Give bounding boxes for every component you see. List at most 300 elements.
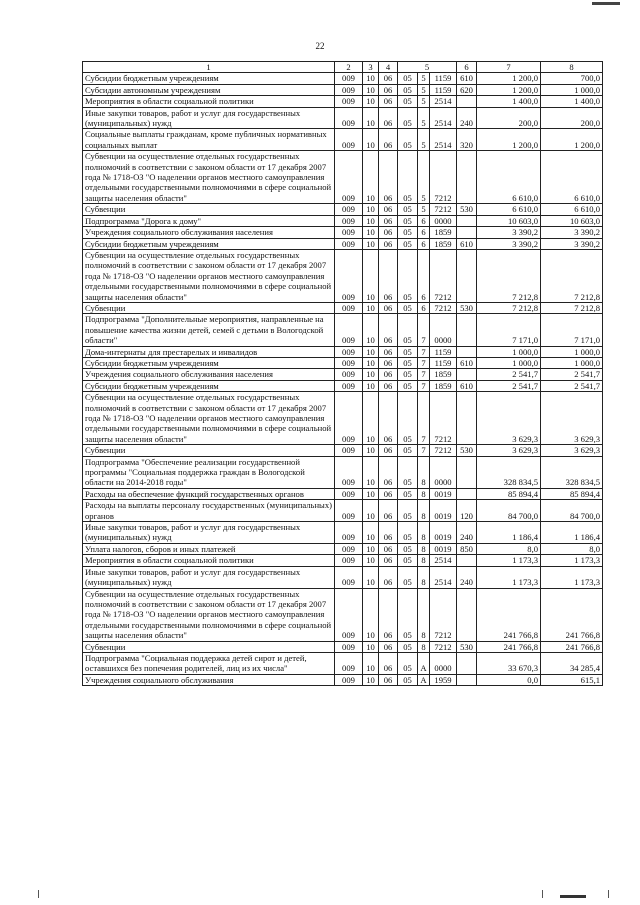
scan-mark-top (592, 2, 620, 5)
amount-year-1: 241 766,8 (477, 641, 541, 652)
row-name: Иные закупки товаров, работ и услуг для государственных (муниципальных) нужд (83, 522, 335, 544)
table-row (83, 588, 603, 641)
header-cell: 6 (457, 62, 477, 73)
section-code: 10 (363, 392, 379, 445)
expense-type-code (457, 456, 477, 488)
subprogram-code: 8 (418, 566, 430, 588)
amount-year-2: 85 894,4 (541, 488, 603, 499)
ministry-code: 009 (335, 566, 363, 588)
amount-year-2: 1 000,0 (541, 357, 603, 368)
row-name: Субвенции на осуществление отдельных государственных полномочий в соответствии с законом области от 17 декабря 2007 года № 1718-ОЗ "О наделении органов местного самоуправления отдельными государственными полномочиями в сфере социальной защиты населения области" (83, 249, 335, 302)
amount-year-1: 85 894,4 (477, 488, 541, 499)
header-cell: 4 (379, 62, 398, 73)
article-code: 7212 (430, 392, 457, 445)
ministry-code: 009 (335, 369, 363, 380)
table-row (83, 107, 603, 129)
table-row (83, 302, 603, 313)
amount-year-1: 1 173,3 (477, 555, 541, 566)
subprogram-code: 6 (418, 249, 430, 302)
section-code: 10 (363, 151, 379, 204)
program-code: 05 (398, 522, 418, 544)
row-name: Уплата налогов, сборов и иных платежей (83, 543, 335, 554)
amount-year-2: 3 629,3 (541, 392, 603, 445)
ministry-code: 009 (335, 392, 363, 445)
article-code: 1859 (430, 227, 457, 238)
program-code: 05 (398, 543, 418, 554)
subprogram-code: 8 (418, 456, 430, 488)
article-code: 2514 (430, 566, 457, 588)
amount-year-2: 1 000,0 (541, 346, 603, 357)
expense-type-code (457, 249, 477, 302)
amount-year-2: 3 390,2 (541, 227, 603, 238)
ministry-code: 009 (335, 107, 363, 129)
table-row (83, 238, 603, 249)
subprogram-code: 6 (418, 238, 430, 249)
ministry-code: 009 (335, 129, 363, 151)
row-name: Субвенции на осуществление отдельных государственных полномочий в соответствии с законом области от 17 декабря 2007 года № 1718-ОЗ "О наделении органов местного самоуправления отдельными государственными полномочиями в сфере социальной защиты населения области" (83, 151, 335, 204)
expense-type-code (457, 227, 477, 238)
table-row (83, 674, 603, 685)
table-row (83, 445, 603, 456)
subprogram-code: 8 (418, 588, 430, 641)
amount-year-1: 7 171,0 (477, 314, 541, 346)
amount-year-1: 1 200,0 (477, 73, 541, 84)
row-name: Подпрограмма "Социальная поддержка детей сирот и детей, оставшихся без попечения родителей, лиц из их числа" (83, 652, 335, 674)
expense-type-code: 120 (457, 500, 477, 522)
expense-type-code: 610 (457, 73, 477, 84)
ministry-code: 009 (335, 588, 363, 641)
amount-year-2: 6 610,0 (541, 204, 603, 215)
amount-year-2: 7 212,8 (541, 249, 603, 302)
program-code: 05 (398, 215, 418, 226)
subprogram-code: 5 (418, 84, 430, 95)
amount-year-2: 84 700,0 (541, 500, 603, 522)
amount-year-1: 200,0 (477, 107, 541, 129)
amount-year-2: 328 834,5 (541, 456, 603, 488)
article-code: 1159 (430, 84, 457, 95)
amount-year-2: 8,0 (541, 543, 603, 554)
expense-type-code: 240 (457, 566, 477, 588)
subprogram-code: 5 (418, 129, 430, 151)
program-code: 05 (398, 566, 418, 588)
article-code: 1159 (430, 73, 457, 84)
ministry-code: 009 (335, 445, 363, 456)
section-code: 10 (363, 227, 379, 238)
ministry-code: 009 (335, 522, 363, 544)
program-code: 05 (398, 588, 418, 641)
program-code: 05 (398, 488, 418, 499)
subsection-code: 06 (379, 151, 398, 204)
table-row (83, 346, 603, 357)
header-cell: 8 (541, 62, 603, 73)
subprogram-code: 6 (418, 302, 430, 313)
subprogram-code: 6 (418, 215, 430, 226)
scan-mark-bottom (560, 895, 586, 898)
amount-year-1: 3 629,3 (477, 445, 541, 456)
ministry-code: 009 (335, 641, 363, 652)
article-code: 0019 (430, 543, 457, 554)
row-name: Субсидии бюджетным учреждениям (83, 238, 335, 249)
subsection-code: 06 (379, 522, 398, 544)
amount-year-2: 1 173,3 (541, 555, 603, 566)
article-code: 0000 (430, 652, 457, 674)
row-name: Подпрограмма "Обеспечение реализации государственной программы "Социальная поддержка граждан в Вологодской области на 2014-2018 годы" (83, 456, 335, 488)
program-code: 05 (398, 357, 418, 368)
subsection-code: 06 (379, 488, 398, 499)
article-code: 7212 (430, 249, 457, 302)
program-code: 05 (398, 445, 418, 456)
amount-year-2: 6 610,0 (541, 151, 603, 204)
subprogram-code: 5 (418, 204, 430, 215)
subprogram-code: 7 (418, 369, 430, 380)
program-code: 05 (398, 204, 418, 215)
article-code: 0000 (430, 314, 457, 346)
scan-tick (608, 890, 609, 898)
subprogram-code: 7 (418, 380, 430, 391)
program-code: 05 (398, 369, 418, 380)
amount-year-1: 1 000,0 (477, 357, 541, 368)
program-code: 05 (398, 96, 418, 107)
ministry-code: 009 (335, 84, 363, 95)
ministry-code: 009 (335, 357, 363, 368)
section-code: 10 (363, 302, 379, 313)
ministry-code: 009 (335, 227, 363, 238)
section-code: 10 (363, 445, 379, 456)
ministry-code: 009 (335, 215, 363, 226)
table-row (83, 73, 603, 84)
subsection-code: 06 (379, 215, 398, 226)
amount-year-1: 1 000,0 (477, 346, 541, 357)
program-code: 05 (398, 555, 418, 566)
amount-year-1: 6 610,0 (477, 151, 541, 204)
row-name: Субвенции на осуществление отдельных государственных полномочий в соответствии с законом области от 17 декабря 2007 года № 1718-ОЗ "О наделении органов местного самоуправления отдельными государственными полномочиями в сфере социальной защиты населения области" (83, 392, 335, 445)
subprogram-code: 7 (418, 392, 430, 445)
section-code: 10 (363, 488, 379, 499)
amount-year-1: 0,0 (477, 674, 541, 685)
row-name: Учреждения социального обслуживания населения (83, 369, 335, 380)
subprogram-code: 8 (418, 641, 430, 652)
program-code: 05 (398, 249, 418, 302)
row-name: Субсидии бюджетным учреждениям (83, 73, 335, 84)
table-row (83, 392, 603, 445)
row-name: Социальные выплаты гражданам, кроме публичных нормативных социальных выплат (83, 129, 335, 151)
subprogram-code: 5 (418, 107, 430, 129)
program-code: 05 (398, 346, 418, 357)
article-code: 2514 (430, 96, 457, 107)
subsection-code: 06 (379, 456, 398, 488)
row-name: Субвенции (83, 445, 335, 456)
amount-year-2: 3 390,2 (541, 238, 603, 249)
section-code: 10 (363, 588, 379, 641)
ministry-code: 009 (335, 204, 363, 215)
amount-year-1: 2 541,7 (477, 380, 541, 391)
subsection-code: 06 (379, 357, 398, 368)
table-row (83, 204, 603, 215)
subprogram-code: 5 (418, 96, 430, 107)
table-row (83, 151, 603, 204)
table-row (83, 566, 603, 588)
ministry-code: 009 (335, 488, 363, 499)
article-code: 0000 (430, 456, 457, 488)
row-name: Субсидии бюджетным учреждениям (83, 380, 335, 391)
table-body (83, 73, 603, 686)
article-code: 1159 (430, 357, 457, 368)
table-row (83, 249, 603, 302)
amount-year-1: 1 200,0 (477, 129, 541, 151)
ministry-code: 009 (335, 238, 363, 249)
row-name: Иные закупки товаров, работ и услуг для государственных (муниципальных) нужд (83, 566, 335, 588)
row-name: Субвенции на осуществление отдельных государственных полномочий в соответствии с законом области от 17 декабря 2007 года № 1718-ОЗ "О наделении органов местного самоуправления отдельными государственными полномочиями в сфере социальной защиты населения области" (83, 588, 335, 641)
scan-tick (38, 890, 39, 898)
subsection-code: 06 (379, 346, 398, 357)
header-cell: 1 (83, 62, 335, 73)
expense-type-code (457, 369, 477, 380)
subsection-code: 06 (379, 392, 398, 445)
ministry-code: 009 (335, 652, 363, 674)
expense-type-code: 320 (457, 129, 477, 151)
section-code: 10 (363, 369, 379, 380)
table-row (83, 84, 603, 95)
program-code: 05 (398, 456, 418, 488)
program-code: 05 (398, 151, 418, 204)
amount-year-2: 700,0 (541, 73, 603, 84)
table-row (83, 543, 603, 554)
row-name: Расходы на выплаты персоналу государственных (муниципальных) органов (83, 500, 335, 522)
subsection-code: 06 (379, 302, 398, 313)
expense-type-code (457, 215, 477, 226)
header-cell: 7 (477, 62, 541, 73)
section-code: 10 (363, 204, 379, 215)
expense-type-code: 530 (457, 641, 477, 652)
ministry-code: 009 (335, 500, 363, 522)
expense-type-code (457, 346, 477, 357)
program-code: 05 (398, 641, 418, 652)
amount-year-1: 2 541,7 (477, 369, 541, 380)
article-code: 7212 (430, 151, 457, 204)
section-code: 10 (363, 380, 379, 391)
table-row (83, 380, 603, 391)
row-name: Мероприятия в области социальной политики (83, 555, 335, 566)
subsection-code: 06 (379, 84, 398, 95)
ministry-code: 009 (335, 302, 363, 313)
subsection-code: 06 (379, 314, 398, 346)
subsection-code: 06 (379, 73, 398, 84)
expense-type-code: 850 (457, 543, 477, 554)
subprogram-code: 7 (418, 346, 430, 357)
section-code: 10 (363, 107, 379, 129)
subsection-code: 06 (379, 380, 398, 391)
program-code: 05 (398, 314, 418, 346)
article-code: 1859 (430, 238, 457, 249)
section-code: 10 (363, 96, 379, 107)
amount-year-1: 3 390,2 (477, 238, 541, 249)
subsection-code: 06 (379, 129, 398, 151)
section-code: 10 (363, 73, 379, 84)
amount-year-2: 1 186,4 (541, 522, 603, 544)
amount-year-2: 1 400,0 (541, 96, 603, 107)
amount-year-1: 7 212,8 (477, 249, 541, 302)
amount-year-1: 7 212,8 (477, 302, 541, 313)
row-name: Субвенции (83, 641, 335, 652)
article-code: 7212 (430, 588, 457, 641)
subsection-code: 06 (379, 227, 398, 238)
amount-year-2: 241 766,8 (541, 641, 603, 652)
subsection-code: 06 (379, 588, 398, 641)
row-name: Мероприятия в области социальной политики (83, 96, 335, 107)
row-name: Расходы на обеспечение функций государственных органов (83, 488, 335, 499)
subsection-code: 06 (379, 543, 398, 554)
table-row (83, 96, 603, 107)
subprogram-code: 8 (418, 543, 430, 554)
subprogram-code: 8 (418, 500, 430, 522)
row-name: Учреждения социального обслуживания населения (83, 227, 335, 238)
article-code: 2514 (430, 555, 457, 566)
section-code: 10 (363, 566, 379, 588)
ministry-code: 009 (335, 346, 363, 357)
subsection-code: 06 (379, 555, 398, 566)
ministry-code: 009 (335, 314, 363, 346)
amount-year-2: 1 173,3 (541, 566, 603, 588)
table-row (83, 227, 603, 238)
expense-type-code: 610 (457, 238, 477, 249)
amount-year-1: 1 186,4 (477, 522, 541, 544)
program-code: 05 (398, 392, 418, 445)
subsection-code: 06 (379, 107, 398, 129)
program-code: 05 (398, 238, 418, 249)
row-name: Учреждения социального обслуживания (83, 674, 335, 685)
amount-year-1: 3 629,3 (477, 392, 541, 445)
expense-type-code: 240 (457, 522, 477, 544)
amount-year-2: 241 766,8 (541, 588, 603, 641)
ministry-code: 009 (335, 96, 363, 107)
expense-type-code (457, 314, 477, 346)
amount-year-2: 34 285,4 (541, 652, 603, 674)
program-code: 05 (398, 302, 418, 313)
section-code: 10 (363, 652, 379, 674)
article-code: 2514 (430, 107, 457, 129)
ministry-code: 009 (335, 380, 363, 391)
program-code: 05 (398, 129, 418, 151)
amount-year-2: 1 200,0 (541, 129, 603, 151)
ministry-code: 009 (335, 456, 363, 488)
table-row (83, 652, 603, 674)
subprogram-code: А (418, 652, 430, 674)
expense-type-code (457, 488, 477, 499)
ministry-code: 009 (335, 151, 363, 204)
subprogram-code: 7 (418, 445, 430, 456)
subsection-code: 06 (379, 249, 398, 302)
expense-type-code (457, 555, 477, 566)
article-code: 7212 (430, 445, 457, 456)
article-code: 0019 (430, 500, 457, 522)
expense-type-code: 240 (457, 107, 477, 129)
ministry-code: 009 (335, 73, 363, 84)
section-code: 10 (363, 674, 379, 685)
amount-year-1: 328 834,5 (477, 456, 541, 488)
subsection-code: 06 (379, 652, 398, 674)
amount-year-2: 1 000,0 (541, 84, 603, 95)
section-code: 10 (363, 456, 379, 488)
table-header (83, 62, 603, 73)
section-code: 10 (363, 543, 379, 554)
program-code: 05 (398, 107, 418, 129)
row-name: Подпрограмма "Дополнительные мероприятия, направленные на повышение качества жизни детей, семей с детьми в Вологодской области" (83, 314, 335, 346)
expense-type-code: 610 (457, 380, 477, 391)
amount-year-2: 7 212,8 (541, 302, 603, 313)
table-row (83, 314, 603, 346)
expense-type-code: 530 (457, 302, 477, 313)
amount-year-1: 33 670,3 (477, 652, 541, 674)
expense-type-code: 530 (457, 204, 477, 215)
program-code: 05 (398, 500, 418, 522)
section-code: 10 (363, 500, 379, 522)
amount-year-2: 2 541,7 (541, 380, 603, 391)
table-row (83, 215, 603, 226)
row-name: Субсидии автономным учреждениям (83, 84, 335, 95)
expense-type-code (457, 96, 477, 107)
table-row (83, 555, 603, 566)
section-code: 10 (363, 215, 379, 226)
expense-type-code (457, 392, 477, 445)
row-name: Субвенции (83, 204, 335, 215)
article-code: 0019 (430, 522, 457, 544)
article-code: 1159 (430, 346, 457, 357)
program-code: 05 (398, 227, 418, 238)
expense-type-code: 610 (457, 357, 477, 368)
subsection-code: 06 (379, 674, 398, 685)
amount-year-1: 6 610,0 (477, 204, 541, 215)
table-row (83, 488, 603, 499)
ministry-code: 009 (335, 543, 363, 554)
amount-year-1: 3 390,2 (477, 227, 541, 238)
program-code: 05 (398, 84, 418, 95)
amount-year-1: 1 200,0 (477, 84, 541, 95)
amount-year-1: 1 400,0 (477, 96, 541, 107)
subsection-code: 06 (379, 96, 398, 107)
expense-type-code: 620 (457, 84, 477, 95)
amount-year-2: 7 171,0 (541, 314, 603, 346)
page-number: 22 (315, 41, 325, 51)
row-name: Дома-интернаты для престарелых и инвалидов (83, 346, 335, 357)
article-code: 0019 (430, 488, 457, 499)
section-code: 10 (363, 238, 379, 249)
ministry-code: 009 (335, 674, 363, 685)
ministry-code: 009 (335, 555, 363, 566)
section-code: 10 (363, 314, 379, 346)
subsection-code: 06 (379, 238, 398, 249)
program-code: 05 (398, 652, 418, 674)
amount-year-2: 10 603,0 (541, 215, 603, 226)
section-code: 10 (363, 522, 379, 544)
header-cell: 3 (363, 62, 379, 73)
subprogram-code: 8 (418, 522, 430, 544)
expense-type-code (457, 674, 477, 685)
subprogram-code: 7 (418, 314, 430, 346)
article-code: 0000 (430, 215, 457, 226)
expense-type-code (457, 652, 477, 674)
subprogram-code: А (418, 674, 430, 685)
amount-year-2: 615,1 (541, 674, 603, 685)
section-code: 10 (363, 555, 379, 566)
table-row (83, 641, 603, 652)
table-row (83, 522, 603, 544)
article-code: 1859 (430, 369, 457, 380)
article-code: 7212 (430, 302, 457, 313)
scan-tick (542, 890, 543, 898)
row-name: Субвенции (83, 302, 335, 313)
amount-year-2: 2 541,7 (541, 369, 603, 380)
table-row (83, 369, 603, 380)
